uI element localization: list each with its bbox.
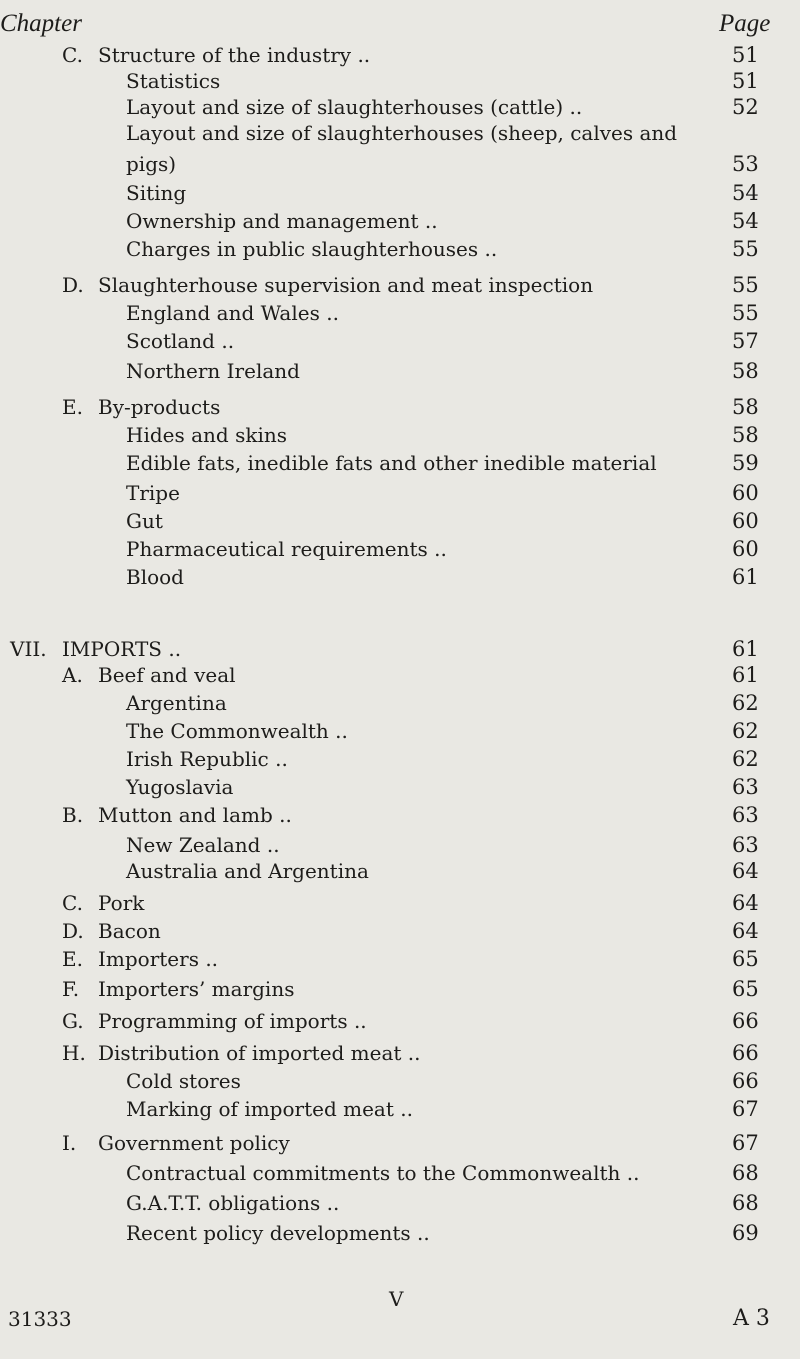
- toc-entry: [0, 1218, 800, 1248]
- entry-title: Layout and size of slaughterhouses (sheep, calves and: [126, 121, 678, 145]
- entry-title: New Zealand ..: [126, 833, 280, 857]
- page-ref: 60: [732, 481, 759, 505]
- entry-title: Northern Ireland: [126, 359, 300, 383]
- entry-title: Australia and Argentina: [126, 859, 369, 883]
- entry-title: Statistics: [126, 69, 221, 93]
- toc-entry: [0, 916, 800, 946]
- page-ref: 68: [732, 1191, 759, 1215]
- entry-title: Pork: [98, 891, 145, 915]
- toc-entry: [0, 856, 800, 886]
- toc-entry: [0, 800, 800, 830]
- toc-entry: [0, 1006, 800, 1036]
- entry-title: By-products: [98, 395, 221, 419]
- chapter-column-header: Chapter: [0, 10, 82, 37]
- page-column-header: Page: [719, 10, 771, 37]
- entry-title: Cold stores: [126, 1069, 241, 1093]
- entry-title: Gut: [126, 509, 163, 533]
- entry-title: Marking of imported meat ..: [126, 1097, 413, 1121]
- page-ref: 61: [732, 663, 759, 687]
- page-ref: 62: [732, 747, 759, 771]
- toc-entry: [0, 660, 800, 690]
- toc-entry: [0, 178, 800, 208]
- page-ref: 65: [732, 947, 759, 971]
- page-ref: 69: [732, 1221, 759, 1245]
- toc-entry: [0, 716, 800, 746]
- section-letter: C.: [62, 891, 83, 915]
- section-letter: B.: [62, 803, 84, 827]
- page-ref: 55: [732, 301, 759, 325]
- page-ref: 63: [732, 803, 759, 827]
- toc-entry: [0, 944, 800, 974]
- page-ref: 63: [732, 833, 759, 857]
- toc-entry: [0, 974, 800, 1004]
- page-ref: 55: [732, 237, 759, 261]
- entry-title: The Commonwealth ..: [126, 719, 348, 743]
- entry-title: England and Wales ..: [126, 301, 339, 325]
- entry-title: Bacon: [98, 919, 161, 943]
- section-letter: D.: [62, 273, 84, 297]
- entry-title: Government policy: [98, 1131, 290, 1155]
- entry-title: Blood: [126, 565, 184, 589]
- entry-title: Importers ..: [98, 947, 219, 971]
- page-ref: 60: [732, 509, 759, 533]
- entry-title: Edible fats, inedible fats and other inedible material: [126, 451, 657, 475]
- entry-title: Ownership and management ..: [126, 209, 438, 233]
- entry-title: Argentina: [126, 691, 227, 715]
- entry-title: Slaughterhouse supervision and meat inspection: [98, 273, 594, 297]
- page-ref: 58: [732, 395, 759, 419]
- entry-title: Charges in public slaughterhouses ..: [126, 237, 498, 261]
- section-letter: E.: [62, 947, 83, 971]
- page-ref: 51: [732, 69, 759, 93]
- page-ref: 66: [732, 1069, 759, 1093]
- entry-title: Layout and size of slaughterhouses (cattle) ..: [126, 95, 583, 119]
- entry-title: Tripe: [126, 481, 180, 505]
- page-ref: 66: [732, 1009, 759, 1033]
- toc-entry: [0, 478, 800, 508]
- entry-title: Distribution of imported meat ..: [98, 1041, 421, 1065]
- section-letter: G.: [62, 1009, 84, 1033]
- toc-entry: [0, 888, 800, 918]
- toc-entry: [0, 298, 800, 328]
- toc-entry: [0, 118, 800, 148]
- page-ref: 67: [732, 1131, 759, 1155]
- page-ref: 53: [732, 152, 759, 176]
- toc-entry: [0, 420, 800, 450]
- entry-title: Contractual commitments to the Commonwealth ..: [126, 1161, 640, 1185]
- toc-entry: [0, 206, 800, 236]
- toc-entry: [0, 326, 800, 356]
- entry-title: Yugoslavia: [126, 775, 234, 799]
- toc-entry: [0, 1066, 800, 1096]
- toc-entry: [0, 270, 800, 300]
- page-ref: 60: [732, 537, 759, 561]
- toc-entry: [0, 448, 800, 478]
- page-ref: 68: [732, 1161, 759, 1185]
- page-ref: 59: [732, 451, 759, 475]
- toc-entry: [0, 562, 800, 592]
- entry-title: Importers’ margins: [98, 977, 295, 1001]
- entry-title: Mutton and lamb ..: [98, 803, 292, 827]
- page-ref: 57: [732, 329, 759, 353]
- section-letter: C.: [62, 43, 83, 67]
- entry-title: Pharmaceutical requirements ..: [126, 537, 447, 561]
- page-ref: 55: [732, 273, 759, 297]
- section-letter: A.: [62, 663, 83, 687]
- page-ref: 64: [732, 891, 759, 915]
- toc-entry: [0, 149, 800, 179]
- chapter-number: VII.: [10, 637, 47, 661]
- section-letter: H.: [62, 1041, 86, 1065]
- page-ref: 54: [732, 181, 759, 205]
- entry-title: Beef and veal: [98, 663, 236, 687]
- section-letter: I.: [62, 1131, 77, 1155]
- page-number: V: [389, 1287, 404, 1311]
- toc-entry: [0, 1158, 800, 1188]
- toc-entry: [0, 772, 800, 802]
- section-letter: D.: [62, 919, 84, 943]
- toc-entry: [0, 1128, 800, 1158]
- page-ref: 64: [732, 859, 759, 883]
- page-ref: 67: [732, 1097, 759, 1121]
- page-ref: 51: [732, 43, 759, 67]
- page-ref: 54: [732, 209, 759, 233]
- entry-title: Hides and skins: [126, 423, 287, 447]
- toc-entry: [0, 392, 800, 422]
- entry-title: pigs): [126, 152, 177, 176]
- page-ref: 52: [732, 95, 759, 119]
- entry-title: Scotland ..: [126, 329, 235, 353]
- page-ref: 61: [732, 637, 759, 661]
- entry-title: G.A.T.T. obligations ..: [126, 1191, 340, 1215]
- toc-entry: [0, 356, 800, 386]
- page-ref: 63: [732, 775, 759, 799]
- print-code: 31333: [8, 1307, 72, 1331]
- page-ref: 58: [732, 423, 759, 447]
- toc-entry: [0, 744, 800, 774]
- toc-entry: [0, 688, 800, 718]
- page-ref: 62: [732, 719, 759, 743]
- section-letter: E.: [62, 395, 83, 419]
- section-letter: F.: [62, 977, 80, 1001]
- toc-entry: [0, 1038, 800, 1068]
- signature-mark: A 3: [733, 1306, 770, 1331]
- page-ref: 61: [732, 565, 759, 589]
- entry-title: Programming of imports ..: [98, 1009, 367, 1033]
- toc-entry: [0, 1094, 800, 1124]
- toc-entry: [0, 506, 800, 536]
- entry-title: IMPORTS ..: [62, 637, 182, 661]
- entry-title: Structure of the industry ..: [98, 43, 371, 67]
- entry-title: Siting: [126, 181, 187, 205]
- page-ref: 65: [732, 977, 759, 1001]
- entry-title: Recent policy developments ..: [126, 1221, 430, 1245]
- page-ref: 66: [732, 1041, 759, 1065]
- toc-entry: [0, 534, 800, 564]
- page-ref: 62: [732, 691, 759, 715]
- page-ref: 64: [732, 919, 759, 943]
- toc-entry: [0, 1188, 800, 1218]
- toc-entry: [0, 234, 800, 264]
- entry-title: Irish Republic ..: [126, 747, 288, 771]
- page-ref: 58: [732, 359, 759, 383]
